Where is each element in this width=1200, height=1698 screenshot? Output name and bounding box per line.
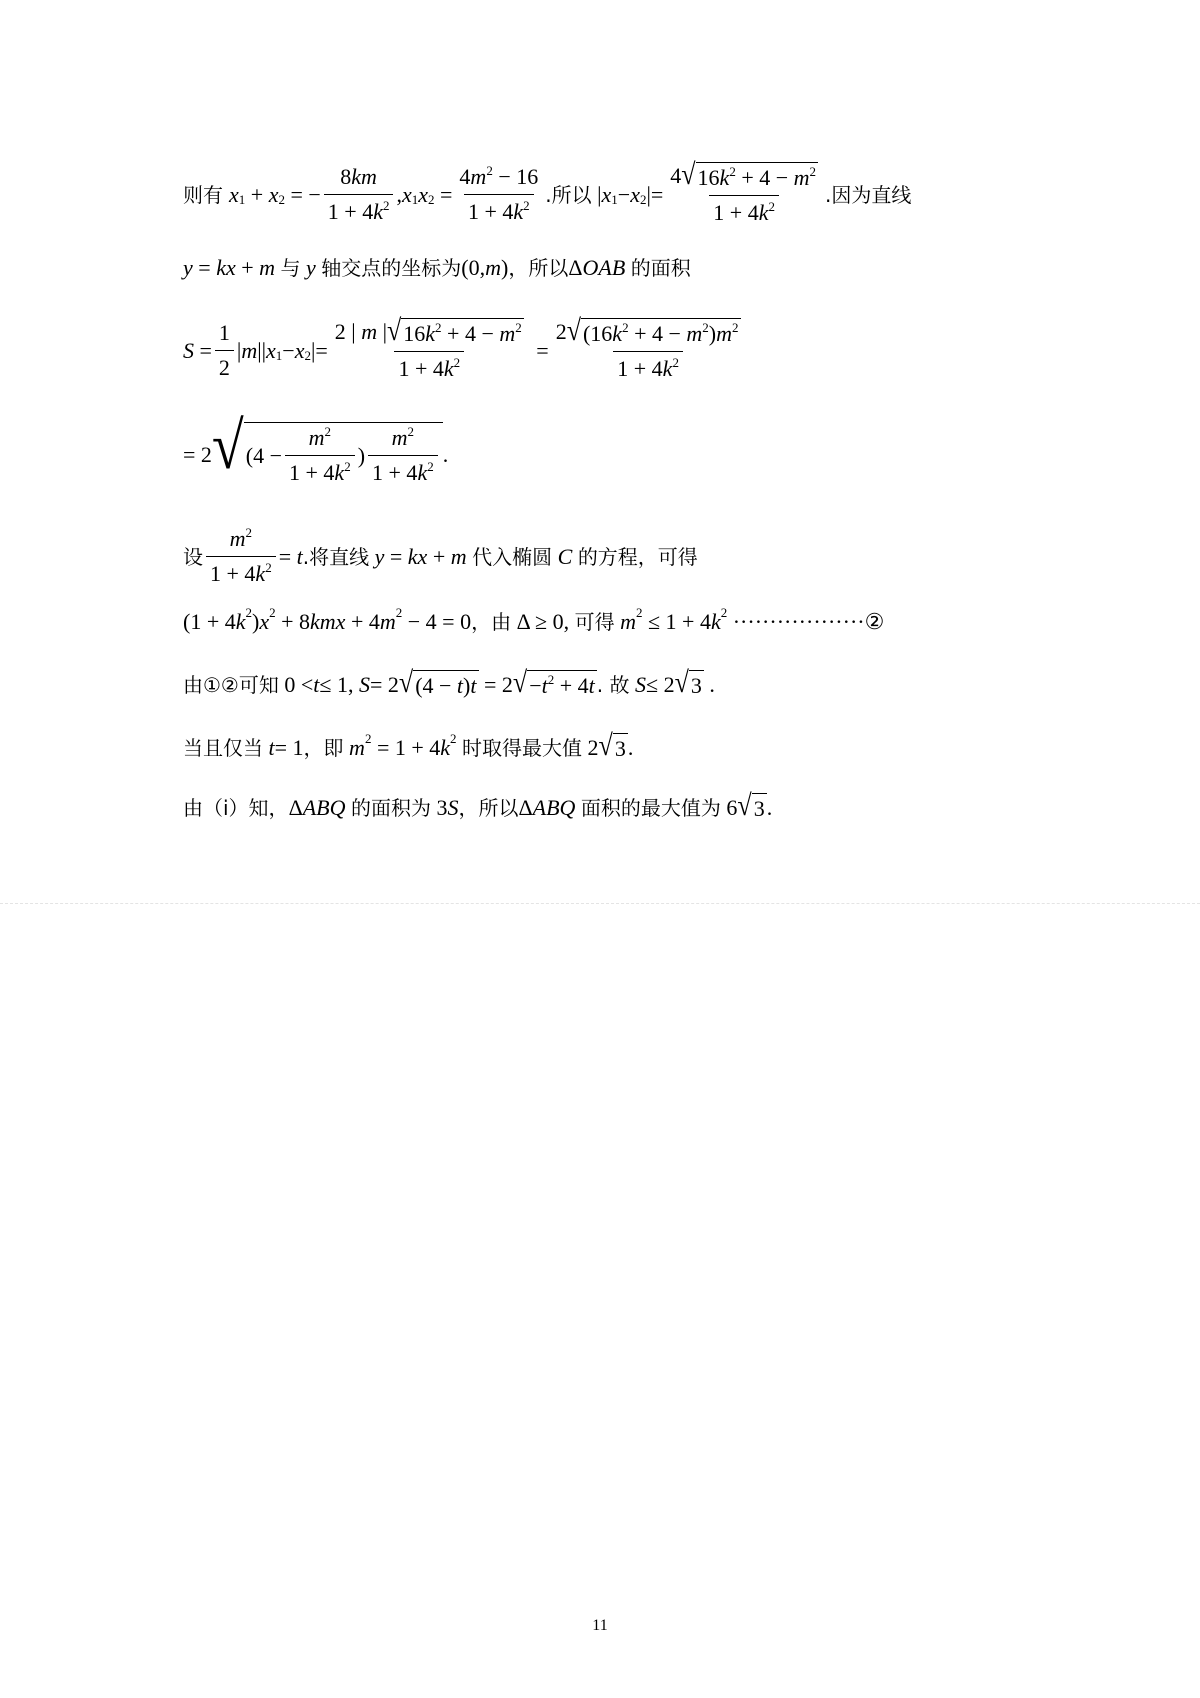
text-dangqie: 当且仅当	[183, 736, 263, 760]
fraction-area-2: 2 √ $(16k^2 + 4 - m^2)m^2$ $1 + 4k^2$	[555, 313, 739, 381]
text-yinwei: .因为直线	[825, 182, 912, 207]
text-max-area: 面积的最大值为	[580, 796, 721, 820]
text-suoyi: .所以	[545, 182, 592, 207]
line-conclusion: 由（i）知， Δ ABQ 的面积为 3 S ，所以 Δ ABQ 面积的最大值为 6 √ 3 .	[183, 788, 773, 822]
text-youi: 由（i）知，	[183, 796, 289, 820]
text-mianji: 的面积为	[350, 796, 431, 820]
line-area-formula: S = $\frac{1}{2}$ | m || x $_1$ − x $_2$ |= 2 | m | √ $16k^2 + 4 - m^2$ $1 + 4k^2$ = 2 √ $(16k^2 + 4 - m^2)m^2$ $1 + 4k^2$	[183, 318, 748, 383]
text-zeyou: 则有	[183, 182, 223, 207]
fraction-area-1: 2 | m | √ $16k^2 + 4 - m^2$ $1 + 4k^2$	[334, 313, 522, 381]
line-area-simplified: = 2 √ (4 − $\frac{m^2}{1 + 4k^2}$ ) $\frac{m^2}{1 + 4k^2}$ .	[183, 408, 449, 485]
fraction-half: $\frac{1}{2}$	[215, 319, 234, 382]
text-gu: . 故	[596, 673, 630, 697]
line-quadratic: (1 + 4 k $^2$ ) x $^2$ + 8 kmx + 4 m $^2$ − 4 = 0 ，由 Δ ≥ 0, 可得 m $^2$ ≤ 1 + 4 k $^2$ ··················②	[183, 605, 885, 634]
text-axis-point: 轴交点的坐标为	[321, 256, 462, 280]
text-suoyi3: ，所以	[458, 796, 519, 820]
fraction-diff: 4 √ $16k^2 + 4 - m^2$ $1 + 4k^2$	[670, 157, 817, 225]
text-you: ，由	[471, 610, 512, 634]
fraction-t: $\frac{m^2}{1 + 4k^2}$	[206, 525, 276, 588]
line-substitution: 设 $\frac{m^2}{1 + 4k^2}$ = t .将直线 y = kx + m 代入椭圆 C 的方程，可得	[183, 525, 698, 586]
text-dots-2: ··················②	[732, 609, 885, 634]
text-she: 设	[183, 544, 203, 569]
page-divider	[0, 903, 1200, 904]
line-sum-product: 则有 x $_1$ + x $_2$ = − $\frac{8km}{1 + 4k^2}$ , x $_1$ x $_2$ = $\frac{4m^2 - 16}{1 + 4k^2}$ .所以 | x $_1$ − x $_2$ |= 4 √ $16k^2 + 4 - m^2$ $1 + 4k^2$ .因为直线	[183, 157, 912, 225]
text-max: 时取得最大值	[462, 736, 583, 760]
line-equality: 当且仅当 t = 1 ，即 m $^2$ = 1 + 4 k $^2$ 时取得最大值 2 √ 3 .	[183, 728, 634, 762]
text-yu: 与	[280, 256, 301, 280]
text-suoyi2: ，所以	[508, 256, 569, 280]
text-jiang: .将直线	[302, 544, 370, 569]
page-number: 11	[592, 1617, 608, 1634]
fraction-product: $\frac{4m^2 - 16}{1 + 4k^2}$	[459, 163, 539, 224]
line-range-t: 由①②可知 0 < t ≤ 1, S = 2 √ (4 − t)t = 2 √ $-t^2 + 4t$ . 故 S ≤ 2 √ 3 .	[183, 665, 715, 699]
text-youzhi: 由①②可知	[183, 673, 279, 697]
text-fangcheng: 的方程，可得	[577, 544, 698, 569]
text-ji: ，即	[303, 736, 344, 760]
line-intersection: y = kx + m 与 y 轴交点的坐标为 (0, m ) ，所以 Δ OAB 的面积	[183, 255, 691, 280]
fraction-sum: $\frac{8km}{1 + 4k^2}$	[324, 163, 394, 226]
text-area: 的面积	[630, 256, 691, 280]
text-kede: 可得	[574, 610, 615, 634]
text-dairu: 代入椭圆	[472, 544, 553, 569]
